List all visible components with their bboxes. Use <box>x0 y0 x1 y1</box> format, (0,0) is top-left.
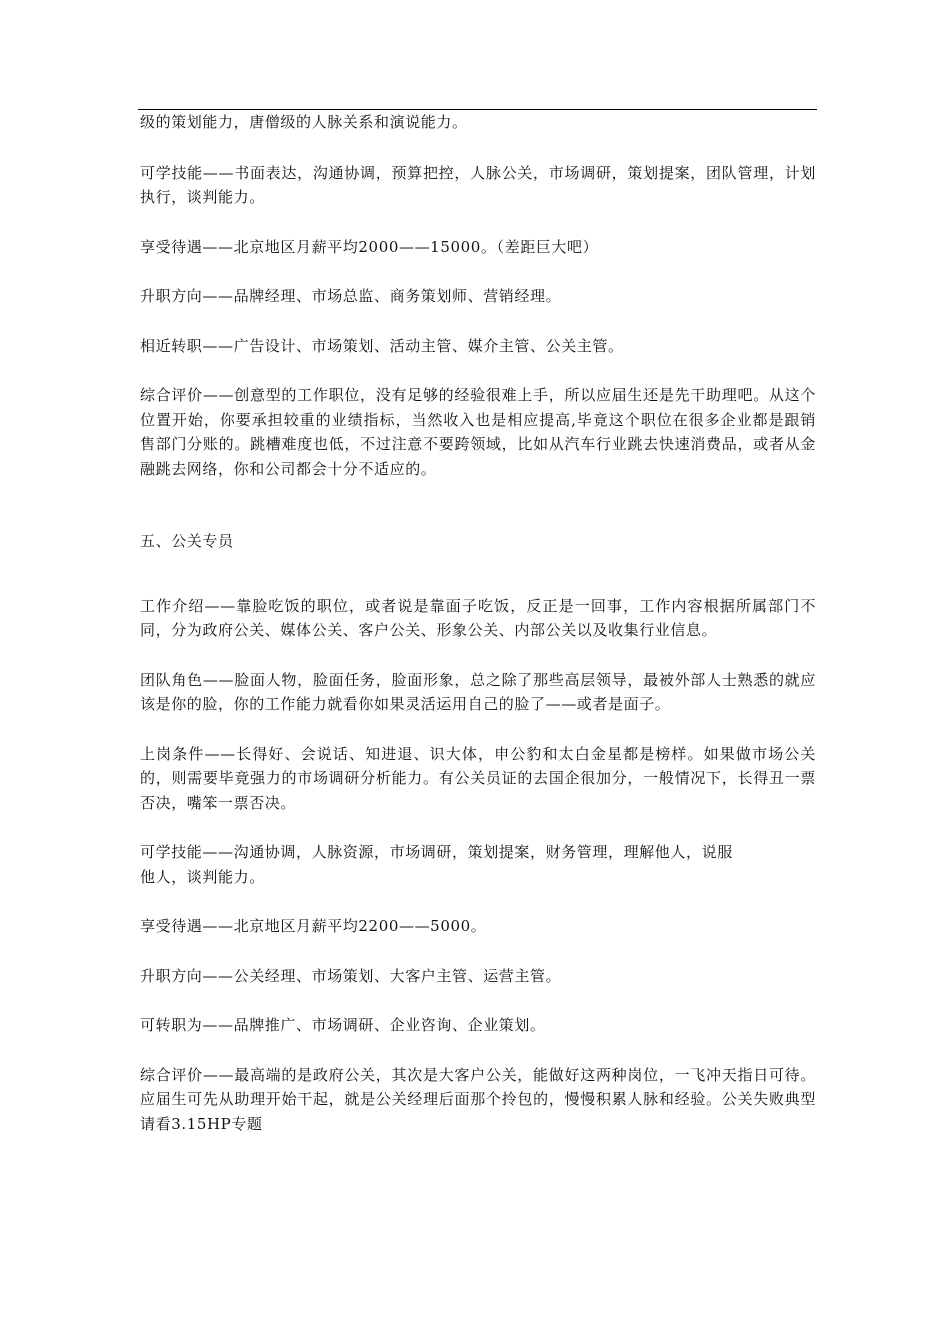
document-body <box>140 110 816 1136</box>
paragraph-overall-review-pr: 综合评价——最高端的是政府公关，其次是大客户公关，能做好这两种岗位，一飞冲天指日可待。应届生可先从助理开始干起，就是公关经理后面那个拎包的，慢慢积累人脉和经验。公关失败典型请看3.15HP专题 <box>140 1065 816 1133</box>
paragraph-team-role: 团队角色——脸面人物，脸面任务，脸面形象，总之除了那些高层领导，最被外部人士熟悉的就应该是你的脸，你的工作能力就看你如果灵活运用自己的脸了——或者是面子。 <box>140 670 816 713</box>
paragraph-job-intro: 工作介绍——靠脸吃饭的职位，或者说是靠面子吃饭，反正是一回事，工作内容根据所属部门不同，分为政府公关、媒体公关、客户公关、形象公关、内部公关以及收集行业信息。 <box>140 596 816 639</box>
paragraph-promotion: 升职方向——品牌经理、市场总监、商务策划师、营销经理。 <box>140 287 562 305</box>
paragraph-related-jobs: 相近转职——广告设计、市场策划、活动主管、媒介主管、公关主管。 <box>140 336 624 355</box>
paragraph-salary: 享受待遇——北京地区月薪平均2000——15000。（差距巨大吧） <box>140 237 599 256</box>
paragraph-overall-review: 综合评价——创意型的工作职位，没有足够的经验很难上手，所以应届生还是先干助理吧。从这个位置开始，你要承担较重的业绩指标，当然收入也是相应提高,毕竟这个职位在很多企业都是跟销售部门分账的。跳槽难度也低，不过注意不要跨领域，比如从汽车行业跳去快速消费品，或者从金融跳去网络，你和公司都会十分不适应的。 <box>140 386 816 478</box>
paragraph-transfer-pr: 可转职为——品牌推广、市场调研、企业咨询、企业策划。 <box>140 1016 546 1034</box>
paragraph-continuation: 级的策划能力，唐僧级的人脉关系和演说能力。 <box>140 113 468 131</box>
paragraph-salary-pr: 享受待遇——北京地区月薪平均2200——5000。 <box>140 917 487 935</box>
section-heading: 五、公关专员 <box>140 532 234 550</box>
paragraph-skills-pr: 可学技能——沟通协调，人脉资源，市场调研，策划提案，财务管理，理解他人，说服 他人，谈判能力。 <box>140 843 733 886</box>
paragraph-skills: 可学技能——书面表达，沟通协调，预算把控，人脉公关，市场调研，策划提案，团队管理，计划执行，谈判能力。 <box>140 163 816 206</box>
paragraph-requirements: 上岗条件——长得好、会说话、知进退、识大体，申公豹和太白金星都是榜样。如果做市场公关的，则需要毕竟强力的市场调研分析能力。有公关员证的去国企很加分，一般情况下，长得丑一票否决，嘴笨一票否决。 <box>140 744 816 812</box>
paragraph-promotion-pr: 升职方向——公关经理、市场策划、大客户主管、运营主管。 <box>140 966 562 985</box>
